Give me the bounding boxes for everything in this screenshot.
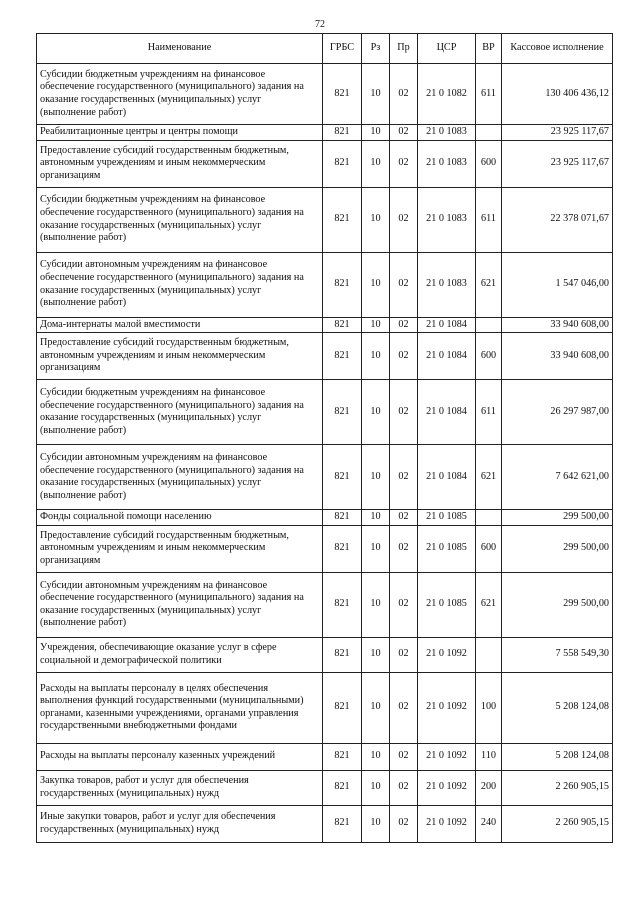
cell-rz: 10: [362, 525, 390, 572]
cell-amount: 7 558 549,30: [502, 637, 613, 672]
cell-amount: 299 500,00: [502, 572, 613, 637]
cell-name: Закупка товаров, работ и услуг для обеспечения государственных (муниципальных) нужд: [37, 770, 323, 805]
cell-pr: 02: [390, 380, 418, 445]
cell-csr: 21 0 1092: [418, 770, 476, 805]
cell-vr: 611: [476, 64, 502, 125]
cell-csr: 21 0 1084: [418, 333, 476, 380]
cell-amount: 2 260 905,15: [502, 805, 613, 842]
cell-vr: 100: [476, 672, 502, 743]
cell-grbs: 821: [323, 805, 362, 842]
cell-rz: 10: [362, 445, 390, 510]
cell-vr: 600: [476, 333, 502, 380]
cell-csr: 21 0 1092: [418, 637, 476, 672]
table-body: [37, 64, 613, 843]
cell-name: Фонды социальной помощи населению: [37, 510, 323, 526]
cell-name: Субсидии автономным учреждениям на финансовое обеспечение государственного (муниципального) задания на оказание государственных (муниципальных) услуг (выполнение работ): [37, 445, 323, 510]
cell-pr: 02: [390, 637, 418, 672]
cell-csr: 21 0 1084: [418, 317, 476, 333]
cell-grbs: 821: [323, 140, 362, 187]
cell-rz: 10: [362, 510, 390, 526]
table-row: [37, 637, 613, 672]
cell-pr: 02: [390, 770, 418, 805]
cell-vr: 200: [476, 770, 502, 805]
column-header-csr: ЦСР: [418, 34, 476, 64]
cell-name: Иные закупки товаров, работ и услуг для обеспечения государственных (муниципальных) нужд: [37, 805, 323, 842]
cell-csr: 21 0 1084: [418, 380, 476, 445]
cell-rz: 10: [362, 637, 390, 672]
table-header-row: [37, 34, 613, 64]
cell-pr: 02: [390, 572, 418, 637]
table-row: [37, 572, 613, 637]
cell-amount: 2 260 905,15: [502, 770, 613, 805]
cell-vr: 600: [476, 525, 502, 572]
cell-vr: 600: [476, 140, 502, 187]
cell-pr: 02: [390, 125, 418, 141]
cell-name: Предоставление субсидий государственным бюджетным, автономным учреждениям и иным некоммерческим организациям: [37, 525, 323, 572]
column-header-vr: ВР: [476, 34, 502, 64]
table-row: [37, 525, 613, 572]
table-row: [37, 140, 613, 187]
cell-rz: 10: [362, 380, 390, 445]
cell-name: Субсидии бюджетным учреждениям на финансовое обеспечение государственного (муниципального) задания на оказание государственных (муниципальных) услуг (выполнение работ): [37, 187, 323, 252]
table-row: [37, 510, 613, 526]
cell-pr: 02: [390, 252, 418, 317]
cell-amount: 5 208 124,08: [502, 672, 613, 743]
cell-vr: 110: [476, 743, 502, 770]
cell-amount: 299 500,00: [502, 525, 613, 572]
cell-name: Субсидии автономным учреждениям на финансовое обеспечение государственного (муниципального) задания на оказание государственных (муниципальных) услуг (выполнение работ): [37, 572, 323, 637]
cell-amount: 23 925 117,67: [502, 125, 613, 141]
cell-csr: 21 0 1083: [418, 125, 476, 141]
cell-amount: 299 500,00: [502, 510, 613, 526]
cell-vr: 611: [476, 380, 502, 445]
cell-grbs: 821: [323, 445, 362, 510]
cell-pr: 02: [390, 64, 418, 125]
table-row: [37, 252, 613, 317]
cell-csr: 21 0 1083: [418, 252, 476, 317]
column-header-grbs: ГРБС: [323, 34, 362, 64]
table-row: [37, 380, 613, 445]
cell-rz: 10: [362, 125, 390, 141]
table-row: [37, 187, 613, 252]
cell-pr: 02: [390, 140, 418, 187]
cell-csr: 21 0 1083: [418, 140, 476, 187]
cell-amount: 130 406 436,12: [502, 64, 613, 125]
cell-csr: 21 0 1083: [418, 187, 476, 252]
cell-pr: 02: [390, 805, 418, 842]
table-row: [37, 672, 613, 743]
cell-amount: 5 208 124,08: [502, 743, 613, 770]
cell-pr: 02: [390, 445, 418, 510]
cell-vr: [476, 510, 502, 526]
table-row: [37, 64, 613, 125]
cell-grbs: 821: [323, 125, 362, 141]
column-header-rz: Рз: [362, 34, 390, 64]
cell-grbs: 821: [323, 252, 362, 317]
column-header-pr: Пр: [390, 34, 418, 64]
cell-vr: [476, 637, 502, 672]
cell-csr: 21 0 1092: [418, 672, 476, 743]
cell-vr: 240: [476, 805, 502, 842]
cell-csr: 21 0 1085: [418, 572, 476, 637]
table-row: [37, 770, 613, 805]
cell-grbs: 821: [323, 64, 362, 125]
cell-name: Субсидии бюджетным учреждениям на финансовое обеспечение государственного (муниципального) задания на оказание государственных (муниципальных) услуг (выполнение работ): [37, 64, 323, 125]
cell-vr: 621: [476, 572, 502, 637]
cell-grbs: 821: [323, 380, 362, 445]
cell-name: Субсидии автономным учреждениям на финансовое обеспечение государственного (муниципального) задания на оказание государственных (муниципальных) услуг (выполнение работ): [37, 252, 323, 317]
cell-grbs: 821: [323, 572, 362, 637]
cell-rz: 10: [362, 333, 390, 380]
cell-vr: 621: [476, 445, 502, 510]
cell-grbs: 821: [323, 510, 362, 526]
cell-amount: 22 378 071,67: [502, 187, 613, 252]
cell-grbs: 821: [323, 743, 362, 770]
cell-vr: 621: [476, 252, 502, 317]
cell-name: Субсидии бюджетным учреждениям на финансовое обеспечение государственного (муниципального) задания на оказание государственных (муниципальных) услуг (выполнение работ): [37, 380, 323, 445]
cell-grbs: 821: [323, 187, 362, 252]
column-header-name: Наименование: [37, 34, 323, 64]
table-row: [37, 125, 613, 141]
cell-rz: 10: [362, 743, 390, 770]
cell-name: Реабилитационные центры и центры помощи: [37, 125, 323, 141]
cell-pr: 02: [390, 525, 418, 572]
cell-pr: 02: [390, 317, 418, 333]
cell-grbs: 821: [323, 317, 362, 333]
cell-name: Предоставление субсидий государственным бюджетным, автономным учреждениям и иным некоммерческим организациям: [37, 333, 323, 380]
cell-rz: 10: [362, 317, 390, 333]
cell-grbs: 821: [323, 637, 362, 672]
cell-grbs: 821: [323, 525, 362, 572]
cell-pr: 02: [390, 672, 418, 743]
cell-pr: 02: [390, 510, 418, 526]
cell-amount: 23 925 117,67: [502, 140, 613, 187]
table-row: [37, 317, 613, 333]
cell-pr: 02: [390, 333, 418, 380]
cell-rz: 10: [362, 64, 390, 125]
cell-vr: 611: [476, 187, 502, 252]
cell-rz: 10: [362, 805, 390, 842]
table-row: [37, 445, 613, 510]
cell-grbs: 821: [323, 333, 362, 380]
cell-name: Предоставление субсидий государственным бюджетным, автономным учреждениям и иным некоммерческим организациям: [37, 140, 323, 187]
cell-grbs: 821: [323, 672, 362, 743]
page-number: 72: [315, 19, 325, 30]
budget-table: [36, 33, 613, 843]
cell-amount: 26 297 987,00: [502, 380, 613, 445]
cell-csr: 21 0 1082: [418, 64, 476, 125]
cell-name: Дома-интернаты малой вместимости: [37, 317, 323, 333]
cell-rz: 10: [362, 770, 390, 805]
cell-grbs: 821: [323, 770, 362, 805]
cell-amount: 33 940 608,00: [502, 333, 613, 380]
cell-csr: 21 0 1092: [418, 805, 476, 842]
cell-csr: 21 0 1085: [418, 525, 476, 572]
table-row: [37, 333, 613, 380]
table-row: [37, 743, 613, 770]
cell-amount: 1 547 046,00: [502, 252, 613, 317]
cell-rz: 10: [362, 572, 390, 637]
cell-name: Учреждения, обеспечивающие оказание услуг в сфере социальной и демографической политики: [37, 637, 323, 672]
cell-rz: 10: [362, 187, 390, 252]
cell-vr: [476, 125, 502, 141]
cell-rz: 10: [362, 252, 390, 317]
cell-csr: 21 0 1084: [418, 445, 476, 510]
cell-amount: 33 940 608,00: [502, 317, 613, 333]
cell-pr: 02: [390, 743, 418, 770]
cell-vr: [476, 317, 502, 333]
cell-name: Расходы на выплаты персоналу казенных учреждений: [37, 743, 323, 770]
column-header-amount: Кассовое исполнение: [502, 34, 613, 64]
table-row: [37, 805, 613, 842]
cell-csr: 21 0 1085: [418, 510, 476, 526]
cell-csr: 21 0 1092: [418, 743, 476, 770]
cell-pr: 02: [390, 187, 418, 252]
cell-amount: 7 642 621,00: [502, 445, 613, 510]
cell-rz: 10: [362, 672, 390, 743]
cell-rz: 10: [362, 140, 390, 187]
cell-name: Расходы на выплаты персоналу в целях обеспечения выполнения функций государственными (муниципальными) органами, казенными учреждениями, органами управления государственными внебюджетными фондами: [37, 672, 323, 743]
